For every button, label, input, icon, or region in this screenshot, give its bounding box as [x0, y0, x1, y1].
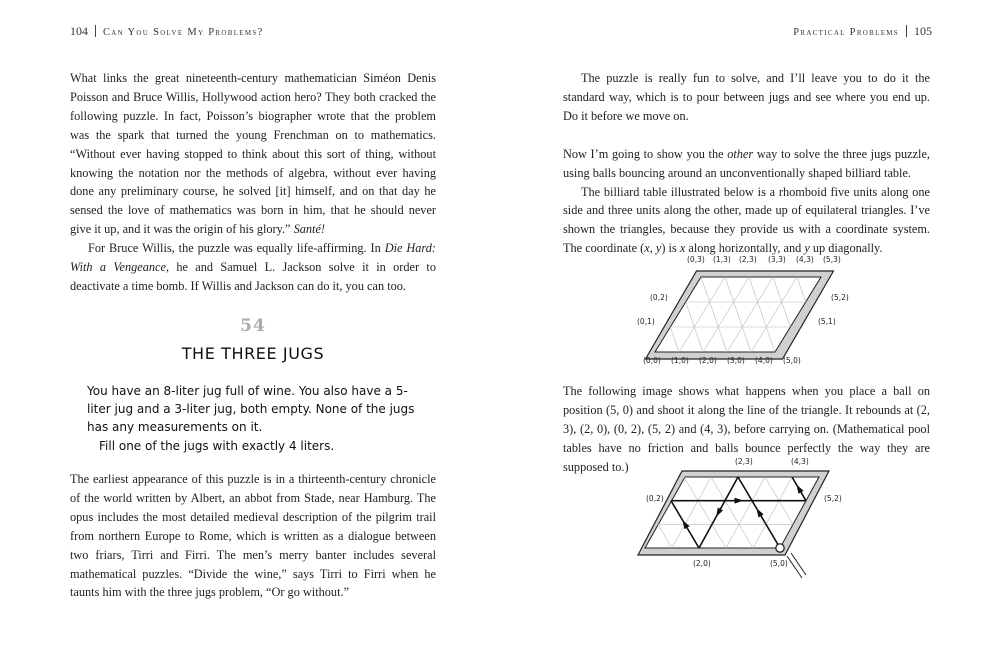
label-5-0: (5,0) [770, 559, 788, 568]
section-title: Practical Problems [793, 27, 899, 38]
header-divider [95, 25, 96, 37]
ball-path-diagram [630, 452, 860, 582]
right-paragraph-2 [563, 145, 930, 183]
label-4-3: (4,3) [796, 255, 814, 264]
label-2-0: (2,0) [699, 356, 717, 365]
problem-paragraph-1: You have an 8-liter jug full of wine. You also have a 5-liter jug and a 3-liter jug, both empty. None of the jugs has any measurements on it. [87, 384, 415, 435]
right-text-top [563, 69, 930, 258]
p3-text-d: along horizontally, and [685, 241, 805, 256]
ball [776, 544, 784, 552]
page-number: 105 [914, 24, 932, 38]
intro-p2-text-a: For Bruce Willis, the puzzle was equally life-affirming. In [88, 241, 385, 256]
header-divider [906, 25, 907, 37]
label-2-3: (2,3) [739, 255, 757, 264]
puzzle-number: 54 [240, 316, 266, 336]
problem-paragraph-2: Fill one of the jugs with exactly 4 liters. [99, 438, 335, 453]
billiard-table-coordinates-diagram [630, 252, 860, 372]
p3-text-e: up diagonally. [809, 241, 883, 256]
label-4-3: (4,3) [791, 457, 809, 466]
label-4-0: (4,0) [755, 356, 773, 365]
label-5-2: (5,2) [831, 293, 849, 302]
p3-text-b: , [649, 241, 656, 256]
intro-paragraph-1 [70, 69, 436, 239]
chapter-title: Can You Solve My Problems? [103, 27, 264, 38]
page-number: 104 [70, 24, 88, 38]
label-0-2: (0,2) [646, 494, 664, 503]
p2-text-c: way to solve the three jugs puzzle, using balls bouncing around an unconventionally shaped billiard table. [563, 146, 930, 180]
intro-text [70, 69, 436, 296]
puzzle-title: THE THREE JUGS [181, 344, 325, 363]
history-text [70, 470, 436, 602]
p2-emphasis: other [727, 146, 754, 161]
label-0-2: (0,2) [650, 293, 668, 302]
p3-var-x2: x [679, 241, 686, 256]
right-paragraph-4: The following image shows what happens when you place a ball on position (5, 0) and shoot it along the line of the triangle. It rebounds at (2, 3), (2, 0), (0, 2), (5, 2) and (4, 3), before carrying on. (Mathematical pool tables have no friction and balls bounce perfectly the way they are supposed to.) [563, 384, 930, 474]
label-5-2: (5,2) [824, 494, 842, 503]
right-paragraph-3 [563, 183, 930, 259]
cue-stick-line [787, 556, 802, 578]
label-0-1: (0,1) [637, 317, 655, 326]
p3-var-x: x [644, 241, 650, 256]
intro-p2-text-c: , he and Samuel L. Jackson solve it in order to deactivate a time bomb. If Willis and Jackson can do it, you can too. [70, 260, 436, 293]
p3-text-a: The billiard table illustrated below is a rhomboid five units along one side and three units along the other, made up of equilateral triangles. I’ve shown the triangles, because they provide us with a coordinate system. The coordinate ( [563, 184, 930, 256]
intro-p1-text: What links the great nineteenth-century mathematician Siméon Denis Poisson and Bruce Willis, Hollywood action hero? They both cracked the following puzzle. In fact, Poisson’s biographer wrote that the problem was the spark that turned the young Frenchman on to mathematics. “Without ever having stopped to think about this sort of thing, without knowing the notation nor the methods of algebra, without ever having done any preliminary course, he solved [it] himself, and on that day he sensed the love of mathematics was born in him, that he should never give it up, and it was the origin of his glory.” [70, 71, 436, 237]
history-paragraph: The earliest appearance of this puzzle is in a thirteenth-century chronicle of the world written by Albert, an abbot from Stade, near Hamburg. The opus includes the most detailed medieval description of the pilgrim trail from northern Europe to Rome, which is written as a dialogue between two friars, Tirri and Firri. The men’s merry banter includes several mathematical puzzles. “Divide the wine,” says Tirri to Firri when he taunts him with the three jugs problem, “Or go without.” [70, 472, 436, 600]
cue-stick-line [791, 553, 806, 575]
label-5-1: (5,1) [818, 317, 836, 326]
label-1-0: (1,0) [671, 356, 689, 365]
p3-var-y: y [655, 241, 662, 256]
label-5-3: (5,3) [823, 255, 841, 264]
p3-text-c: ) is [661, 241, 680, 256]
label-2-0: (2,0) [693, 559, 711, 568]
label-2-3: (2,3) [735, 457, 753, 466]
film-title: Die Hard: With a Vengeance [70, 241, 436, 275]
label-3-3: (3,3) [768, 255, 786, 264]
intro-p1-emphasis: Santé! [293, 222, 326, 237]
p2-text-a: Now I’m going to show you the [563, 146, 728, 161]
label-5-0: (5,0) [783, 356, 801, 365]
p3-var-y2: y [804, 241, 810, 256]
problem-statement [87, 382, 417, 455]
label-1-3: (1,3) [713, 255, 731, 264]
right-paragraph-1: The puzzle is really fun to solve, and I’ll leave you to do it the standard way, which is to pour between jugs and see where you end up. Do it before we move on. [563, 71, 930, 123]
left-running-header [70, 24, 264, 39]
label-0-3: (0,3) [687, 255, 705, 264]
label-0-0: (0,0) [643, 356, 661, 365]
right-running-header [793, 24, 932, 39]
label-3-0: (3,0) [727, 356, 745, 365]
intro-paragraph-2 [70, 239, 436, 296]
